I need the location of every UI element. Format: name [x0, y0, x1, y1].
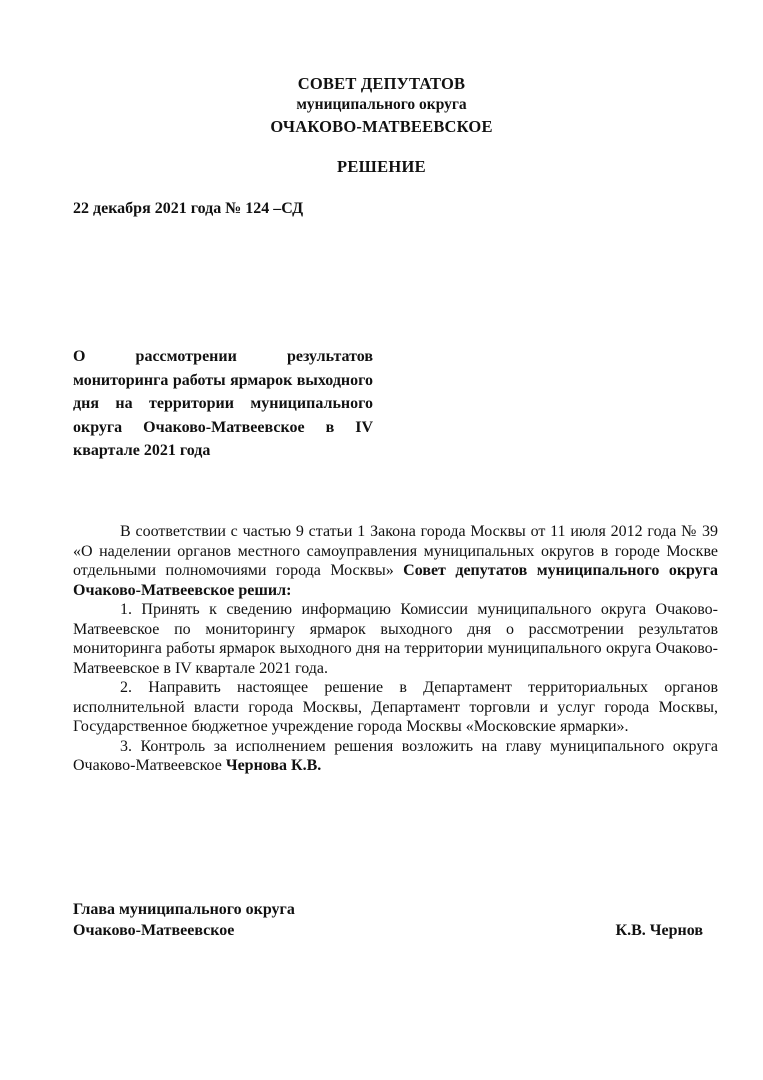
item-3-text: 3. Контроль за исполнением решения возложить на главу муниципального округа Очаково-Матвеевское — [73, 737, 718, 774]
district-name: ОЧАКОВО-МАТВЕЕВСКОЕ — [270, 117, 493, 136]
preamble-resolution: Совет депутатов муниципального округа Очаково-Матвеевское решил: — [73, 562, 718, 599]
resolution-item-2: 2. Направить настоящее решение в Департамент территориальных органов исполнительной власти города Москвы, Департамент торговли и услуг города Москвы, Государственное бюджетное учреждение города Москвы «Московские ярмарки». — [73, 679, 718, 735]
decision-subject: О рассмотрении результатов мониторинга работы ярмарок выходного дня на территории муниципального округа Очаково-Матвеевское в IV квартале 2021 года — [73, 348, 373, 459]
decision-body — [73, 522, 718, 776]
council-title: СОВЕТ ДЕПУТАТОВ — [297, 74, 466, 93]
district-label: муниципального округа — [296, 96, 467, 113]
preamble-paragraph — [73, 522, 718, 600]
resolution-item-3 — [73, 737, 718, 776]
signature-block — [73, 899, 703, 941]
item-3-responsible: Чернова К.В. — [225, 757, 322, 774]
signature-title-line-2: Очаково-Матвеевское — [73, 922, 235, 939]
decision-date-number: 22 декабря 2021 года № 124 –СД — [73, 200, 304, 217]
document-type-heading: РЕШЕНИЕ — [337, 157, 426, 176]
signature-row — [73, 920, 703, 941]
resolution-item-1: 1. Принять к сведению информацию Комиссии муниципального округа Очаково-Матвеевское по мониторингу ярмарок выходного дня о рассмотрении результатов мониторинга работы ярмарок выходного дня на территории муниципального округа Очаково-Матвеевское в IV квартале 2021 года. — [73, 601, 718, 677]
signatory-name: К.В. Чернов — [615, 922, 703, 939]
preamble-text: В соответствии с частью 9 статьи 1 Закона города Москвы от 11 июля 2012 года № 39 «О наделении органов местного самоуправления муниципальных округов в городе Москве отдельными полномочиями города Москвы» — [73, 523, 718, 579]
signature-title-line-1: Глава муниципального округа — [73, 901, 295, 918]
